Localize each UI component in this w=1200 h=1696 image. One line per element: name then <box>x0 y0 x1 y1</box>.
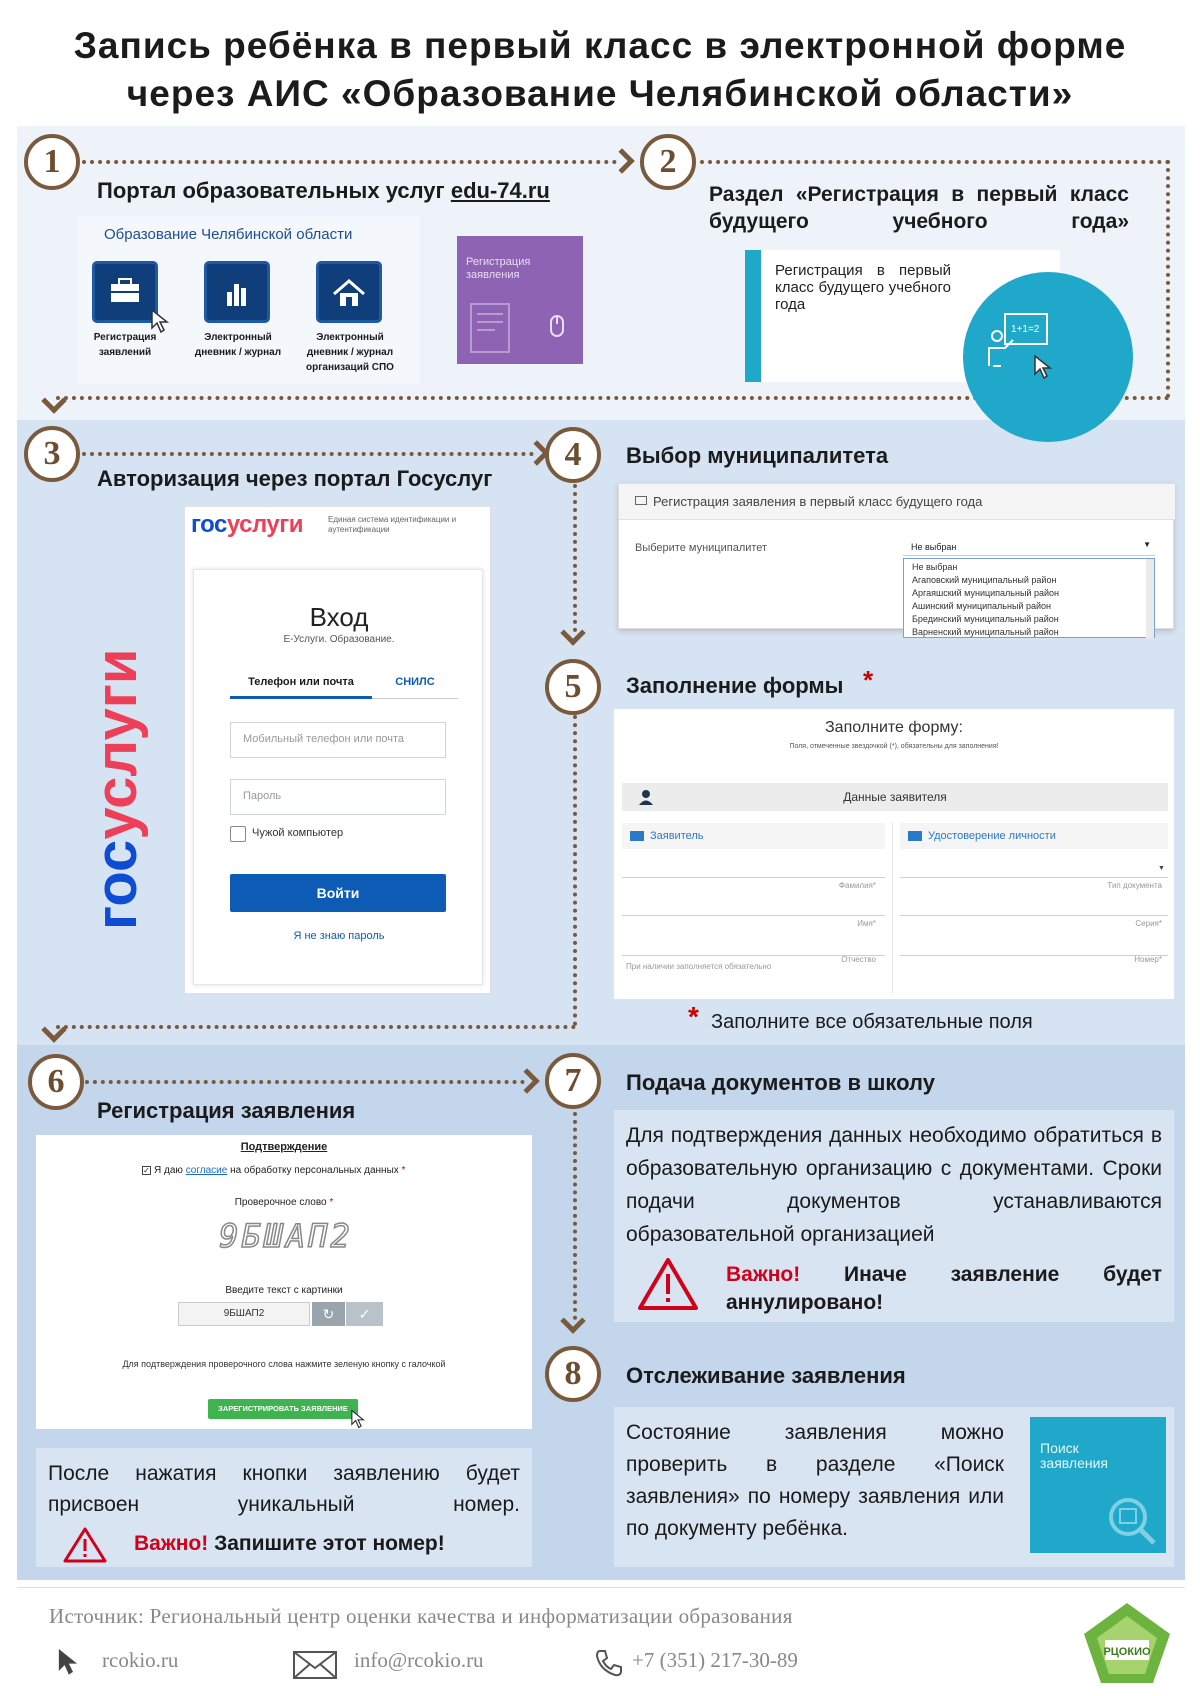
phone-icon <box>594 1648 624 1678</box>
applicant-section-header: Данные заявителя <box>622 783 1168 811</box>
required-fields-note: Заполните все обязательные поля <box>711 1011 1033 1033</box>
gosuslugi-login-window <box>184 506 491 994</box>
portal-preview <box>78 216 420 384</box>
footer-email-link[interactable]: info@rcokio.ru <box>354 1648 484 1672</box>
municipality-select[interactable]: Не выбран ▼ <box>903 536 1155 556</box>
captcha-input[interactable]: 9БШАП2 <box>178 1302 310 1326</box>
gosuslugi-logo: госуслуги <box>191 511 303 538</box>
tab-phone-email[interactable]: Телефон или почта <box>230 676 372 699</box>
cursor-icon <box>1033 354 1053 380</box>
tracking-text: Состояние заявления можно проверить в разделе «Поиск заявления» по номеру заявления или по документу ребёнка. <box>626 1421 1004 1540</box>
municipality-option[interactable]: Варненский муниципальный район <box>912 627 1059 637</box>
step-7-heading: Подача документов в школу <box>626 1070 935 1095</box>
municipality-form <box>618 483 1174 637</box>
name-field[interactable] <box>622 915 885 916</box>
tile-diary-spo[interactable] <box>316 261 382 323</box>
forgot-password-link[interactable]: Я не знаю пароль <box>293 930 385 942</box>
municipality-option[interactable]: Аргаяшский муниципальный район <box>912 588 1059 598</box>
step-1-number: 1 <box>24 134 80 190</box>
important-annulled: Важно! Иначе заявление будет аннулировано! <box>726 1263 1162 1314</box>
briefcase-icon <box>95 264 155 320</box>
step-3-heading: Авторизация через портал Госуслуг <box>97 466 493 491</box>
municipality-option[interactable]: Брединский муниципальный район <box>912 614 1059 624</box>
tile-registration-label: Регистрация заявлений <box>93 332 157 358</box>
connector-5-6 <box>56 1025 576 1029</box>
tab-snils[interactable]: СНИЛС <box>372 676 458 699</box>
logo-text: РЦОКИО <box>1103 1646 1151 1658</box>
page-title: Запись ребёнка в первый класс в электронной форме через АИС «Образование Челябинской области» <box>73 25 1127 114</box>
doc-type-select[interactable] <box>900 877 1168 878</box>
gosuslugi-vertical-logo <box>84 560 149 940</box>
login-title: Вход <box>309 602 369 632</box>
edu-74-link[interactable]: edu-74.ru <box>450 178 550 203</box>
tile-registration[interactable] <box>92 261 158 323</box>
footer-site-link[interactable]: rcokio.ru <box>102 1648 179 1672</box>
consent-checkbox[interactable]: ✓ <box>143 1166 150 1175</box>
footer-source: Источник: Региональный центр оценки качества и информатизации образования <box>49 1604 793 1628</box>
surname-field[interactable] <box>622 877 885 878</box>
application-form: Заполните форму: Поля, отмеченные звездочкой (*), обязательны для заполнения! Данные заявителя Заявитель Удостоверение личности Фамилия* Имя* Отчество При наличии заполняется обязательно ▼ Тип документа Серия* Номер* <box>614 709 1174 999</box>
municipality-dropdown-list[interactable] <box>903 558 1155 638</box>
form-note: Поля, отмеченные звездочкой (*), обязательны для заполнения! <box>789 743 999 750</box>
board-text: 1+1=2 <box>1011 324 1040 335</box>
step-7-panel <box>614 1110 1174 1322</box>
cursor-icon <box>150 308 170 334</box>
documents-text: Для подтверждения данных необходимо обратиться в образовательную организацию с документами. Сроки подачи документов устанавливаются образовательной организацией <box>626 1124 1162 1246</box>
step-8-panel <box>614 1407 1174 1567</box>
enter-text-label: Введите текст с картинки <box>225 1285 343 1296</box>
house-icon <box>319 264 379 320</box>
form-icon <box>635 496 647 505</box>
check-word-label: Проверочное слово * <box>234 1197 334 1208</box>
search-icon <box>1104 1493 1160 1549</box>
required-asterisk: * <box>688 1001 699 1032</box>
dropdown-arrow-icon: ▼ <box>1143 540 1151 549</box>
warning-icon <box>62 1526 108 1564</box>
warning-icon <box>636 1256 700 1312</box>
step-5-heading: Заполнение формы <box>626 673 844 698</box>
captcha-hint: Для подтверждения проверочного слова нажмите зеленую кнопку с галочкой <box>122 1359 446 1369</box>
connector-6-7 <box>85 1080 525 1084</box>
form-title: Заполните форму: <box>825 719 963 736</box>
municipality-option[interactable]: Агаповский муниципальный район <box>912 575 1057 585</box>
municipality-form-title: Регистрация заявления в первый класс будущего года <box>653 494 983 509</box>
applicant-column: Заявитель <box>650 830 704 842</box>
step-4-heading: Выбор муниципалитета <box>626 443 889 468</box>
login-card <box>193 569 483 985</box>
consent-text: Я даю согласие на обработку персональных данных * <box>154 1165 406 1176</box>
register-application-button[interactable]: ЗАРЕГИСТРИРОВАТЬ ЗАЯВЛЕНИЕ <box>208 1399 358 1419</box>
connector-5-down <box>573 715 577 1026</box>
municipality-option[interactable]: Не выбран <box>912 562 958 572</box>
step-2-heading: Раздел «Регистрация в первый класс будущего учебного года» <box>709 183 1129 233</box>
password-input[interactable]: Пароль <box>230 779 446 815</box>
identity-doc-column: Удостоверение личности <box>928 830 1056 842</box>
portal-title: Образование Челябинской области <box>104 226 353 243</box>
connector-4-5 <box>573 484 577 632</box>
tile-diary-label: Электронный дневник / журнал <box>194 332 282 358</box>
step-4-number: 4 <box>545 427 601 483</box>
required-asterisk: * <box>863 665 874 695</box>
connector-2-right <box>1166 160 1170 398</box>
passport-icon <box>908 831 922 841</box>
connector-3-4 <box>82 452 534 456</box>
step-6-number: 6 <box>28 1054 84 1110</box>
important-write-number: Важно! Запишите этот номер! <box>134 1532 445 1555</box>
step-5-number: 5 <box>545 659 601 715</box>
step-7-number: 7 <box>545 1053 601 1109</box>
step-3-number: 3 <box>24 426 80 482</box>
refresh-icon[interactable]: ↻ <box>312 1302 345 1326</box>
dropdown-arrow-icon: ▼ <box>1158 865 1165 872</box>
chart-icon <box>207 264 267 320</box>
step-8-number: 8 <box>545 1346 601 1402</box>
tile-diary-spo-label: Электронный дневник / журнал организаций СПО <box>306 332 394 373</box>
document-icon <box>465 298 575 358</box>
captcha-image: 9БШАП2 <box>219 1217 353 1255</box>
tile-purple-registration[interactable]: Регистрация заявления <box>457 236 583 364</box>
connector-1-2 <box>82 160 617 164</box>
step-8-heading: Отслеживание заявления <box>626 1363 906 1388</box>
login-subtitle: Е-Услуги. Образование. <box>283 634 395 645</box>
consent-link[interactable]: согласие <box>185 1165 228 1176</box>
connector-7-8 <box>573 1112 577 1320</box>
svg-text:госуслуги: госуслуги <box>84 648 149 930</box>
cursor-icon <box>348 1409 368 1429</box>
phone-email-input[interactable]: Мобильный телефон или почта <box>230 722 446 758</box>
municipality-field-label: Выберите муниципалитет <box>635 542 768 554</box>
confirm-check-icon[interactable]: ✓ <box>346 1302 383 1326</box>
confirm-title: Подтверждение <box>240 1141 328 1153</box>
gosuslugi-logo-sub: Единая система идентификации и аутентификации <box>328 515 457 534</box>
search-application-tile[interactable]: Поиск заявления <box>1030 1417 1166 1553</box>
email-icon <box>292 1650 338 1680</box>
step-1-heading: Портал образовательных услуг edu-74.ru <box>97 178 550 203</box>
step-6-heading: Регистрация заявления <box>97 1098 356 1123</box>
id-card-icon <box>630 831 644 841</box>
step-6-note <box>36 1448 532 1567</box>
registration-first-grade-card[interactable]: Регистрация в первый класс будущего учебного года 1+1=2 <box>745 250 1060 382</box>
cursor-icon <box>56 1648 80 1676</box>
login-button[interactable]: Войти <box>230 874 446 912</box>
step-2-number: 2 <box>640 134 696 190</box>
foreign-pc-label: Чужой компьютер <box>252 827 344 839</box>
scrollbar[interactable] <box>1146 559 1154 639</box>
municipality-option[interactable]: Ашинский муниципальный район <box>912 601 1051 611</box>
rcokio-logo <box>1081 1600 1173 1686</box>
connector-2-top <box>700 160 1170 164</box>
after-registration-text: После нажатия кнопки заявлению будет присвоен уникальный номер. <box>48 1462 520 1516</box>
footer-phone: +7 (351) 217-30-89 <box>632 1648 798 1672</box>
tile-diary[interactable] <box>204 261 270 323</box>
registration-confirm-panel <box>36 1135 532 1429</box>
foreign-pc-checkbox[interactable] <box>230 826 246 842</box>
series-field[interactable] <box>900 915 1168 916</box>
